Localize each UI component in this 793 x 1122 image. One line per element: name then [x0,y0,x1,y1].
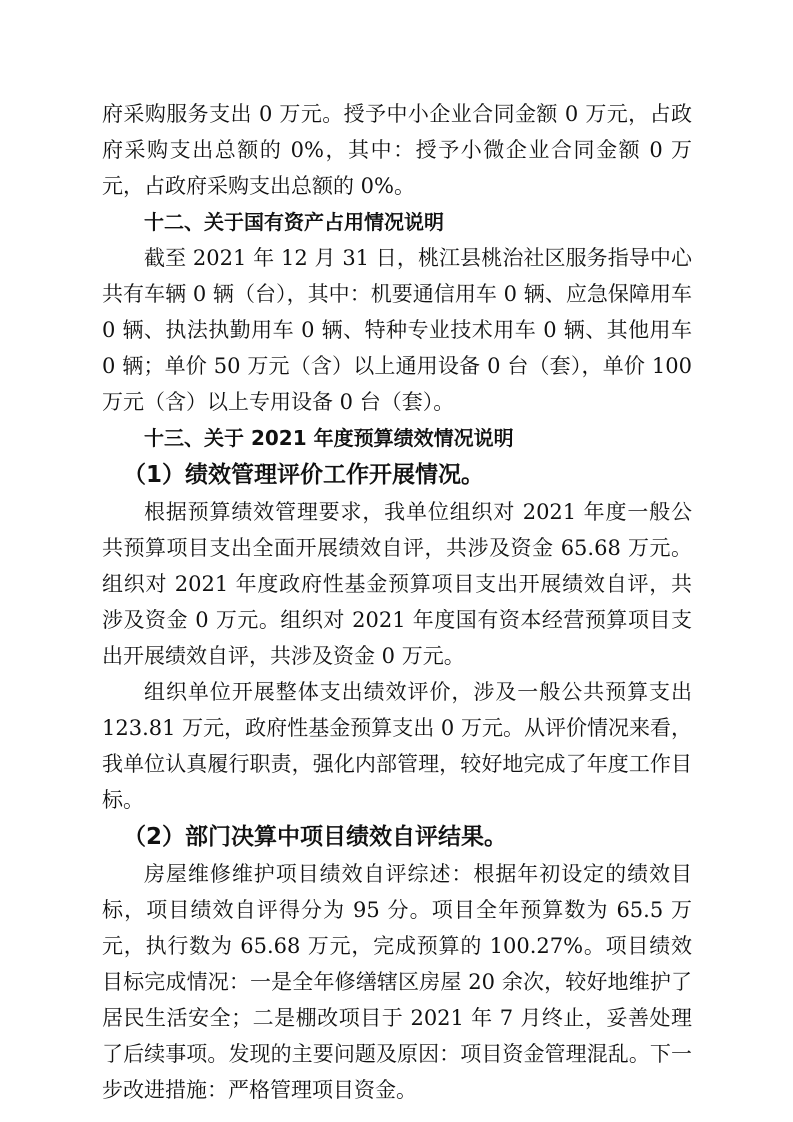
document-page [102,96,692,1108]
subsection-2-paragraph-1: 房屋维修维护项目绩效自评综述：根据年初设定的绩效目标，项目绩效自评得分为 95 分。项目全年预算数为 65.5 万元，执行数为 65.68 万元，完成预算的 100.27%。项目绩效目标完成情况：一是全年修缮辖区房屋 20 余次，较好地维护了居民生活安全；二是棚改项目于 2021 年 7 月终止，妥善处理了后续事项。发现的主要问题及原因：项目资金管理混乱。下一步改进措施：严格管理项目资金。 [102,862,692,1102]
subsection-1-paragraph-1: 根据预算绩效管理要求，我单位组织对 2021 年度一般公共预算项目支出全面开展绩效自评，共涉及资金 65.68 万元。组织对 2021 年度政府性基金预算项目支出开展绩效自评，共涉及资金 0 万元。组织对 2021 年度国有资本经营预算项目支出开展绩效自评，共涉及资金 0 万元。 [102,500,692,668]
intro-paragraph: 府采购服务支出 0 万元。授予中小企业合同金额 0 万元，占政府采购支出总额的 0%，其中：授予小微企业合同金额 0 万元，占政府采购支出总额的 0%。 [102,102,692,198]
section-13-heading: 十三、关于 2021 年度预算绩效情况说明 [144,426,514,450]
subsection-1-paragraph-2: 组织单位开展整体支出绩效评价，涉及一般公共预算支出 123.81 万元，政府性基金预算支出 0 万元。从评价情况来看，我单位认真履行职责，强化内部管理，较好地完成了年度工作目标。 [102,680,692,812]
section-12-heading: 十二、关于国有资产占用情况说明 [144,210,444,234]
subsection-2-heading: （2）部门决算中项目绩效自评结果。 [123,824,508,850]
section-12-paragraph: 截至 2021 年 12 月 31 日，桃江县桃治社区服务指导中心共有车辆 0 辆（台），其中：机要通信用车 0 辆、应急保障用车 0 辆、执法执勤用车 0 辆、特种专业技术用车 0 辆、其他用车 0 辆；单价 50 万元（含）以上通用设备 0 台（套），单价 100 万元（含）以上专用设备 0 台（套）。 [102,246,692,414]
subsection-1-heading: （1）绩效管理评价工作开展情况。 [123,462,485,488]
